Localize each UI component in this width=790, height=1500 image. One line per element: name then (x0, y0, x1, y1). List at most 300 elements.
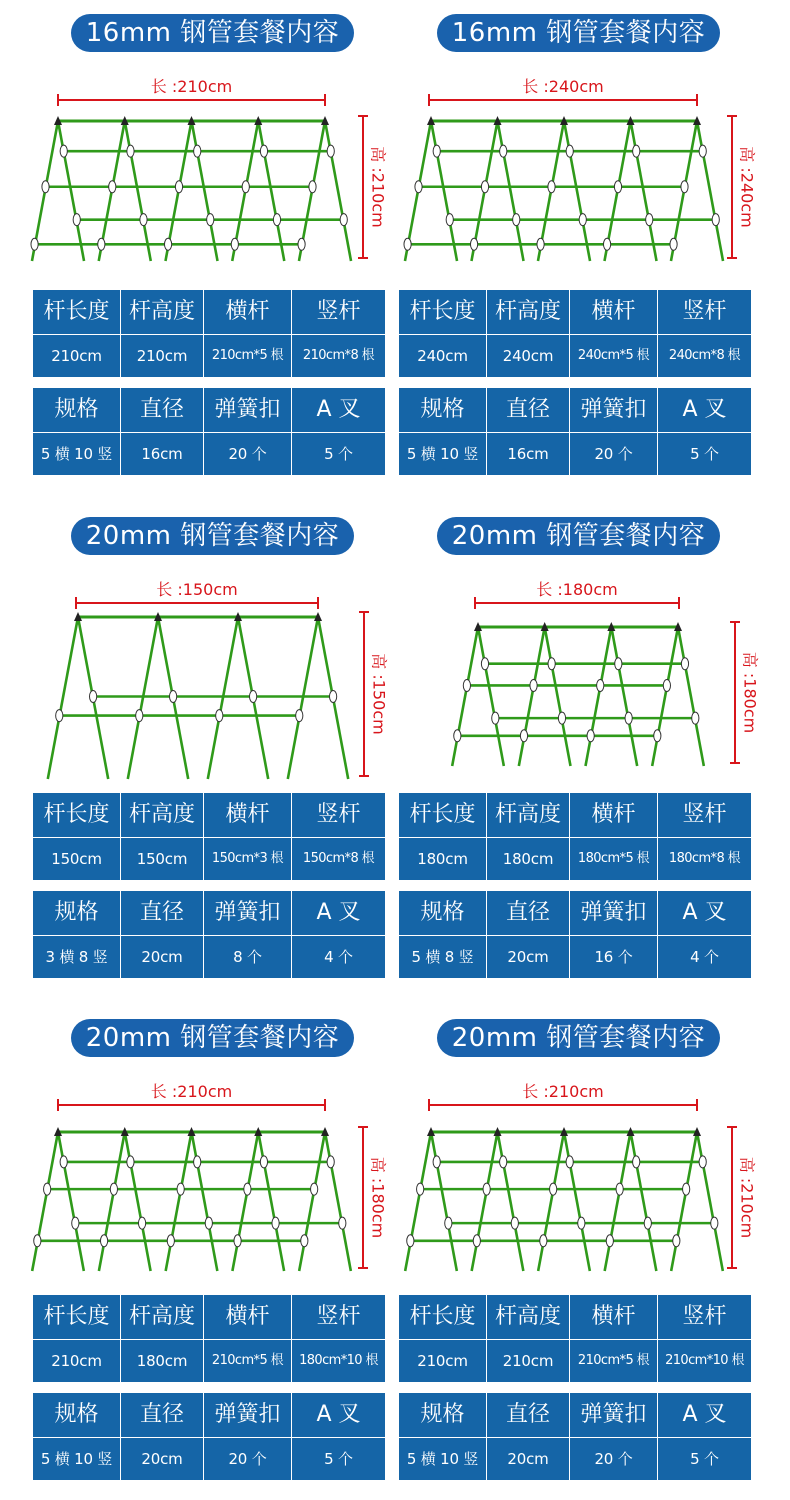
specs-table-dimensions (399, 793, 751, 880)
right-leg (697, 1132, 723, 1271)
specs-table-dimensions (399, 290, 751, 377)
right-leg (678, 627, 704, 766)
table-value-cell: 20 个 (204, 1438, 291, 1480)
table-value-cell: 150cm*8 根 (292, 838, 385, 880)
spring-clip (606, 1235, 613, 1247)
table-header-cell: 竖杆 (658, 1295, 751, 1339)
spring-clip (470, 238, 477, 250)
spring-clip (60, 1156, 67, 1168)
height-label: 高 :180cm (368, 1156, 388, 1239)
table-value-cell: 240cm (399, 335, 486, 377)
trellis-diagram (33, 561, 388, 771)
spring-clip (711, 1217, 718, 1229)
right-leg (611, 627, 637, 766)
table-header-cell: 杆长度 (33, 793, 120, 837)
spring-clip (644, 1217, 651, 1229)
trellis-frame (452, 622, 704, 766)
table-header-cell: A 叉 (292, 388, 385, 432)
spring-clip (463, 679, 470, 691)
table-value-cell: 180cm (487, 838, 569, 880)
spring-clip (681, 658, 688, 670)
spring-clip (692, 712, 699, 724)
table-header-cell: 直径 (121, 891, 203, 935)
table-value-cell: 210cm (399, 1340, 486, 1382)
table-header-cell: 规格 (399, 891, 486, 935)
table-value-cell: 4 个 (658, 936, 751, 978)
left-leg (99, 1132, 125, 1271)
table-header-cell: 竖杆 (292, 290, 385, 334)
package-panel (33, 0, 388, 480)
spring-clip (34, 1235, 41, 1247)
table-header-cell: 规格 (33, 388, 120, 432)
spring-clip (433, 145, 440, 157)
spring-clip (109, 181, 116, 193)
right-leg (631, 121, 657, 261)
spring-clip (558, 712, 565, 724)
table-value-cell: 5 个 (292, 1438, 385, 1480)
right-leg (498, 121, 524, 261)
spring-clip (578, 1217, 585, 1229)
specs-table-components (399, 388, 751, 475)
height-label: 高 :240cm (737, 146, 757, 228)
table-value-cell: 4 个 (292, 936, 385, 978)
height-dimension (730, 622, 760, 763)
spring-clip (242, 181, 249, 193)
right-leg (125, 121, 151, 261)
spring-clip (138, 1217, 145, 1229)
table-header-cell: A 叉 (658, 1393, 751, 1437)
right-leg (258, 1132, 284, 1271)
table-header-cell: 横杆 (204, 1295, 291, 1339)
spring-clip (260, 145, 267, 157)
length-label: 长 :210cm (522, 1082, 604, 1101)
spring-clip (42, 181, 49, 193)
table-header-cell: 杆长度 (399, 290, 486, 334)
spring-clip (615, 658, 622, 670)
spring-clip (473, 1235, 480, 1247)
table-header-cell: 杆长度 (33, 1295, 120, 1339)
right-leg (58, 121, 84, 261)
table-value-cell: 150cm*3 根 (204, 838, 291, 880)
length-label: 长 :240cm (522, 77, 604, 96)
table-value-cell: 240cm*8 根 (658, 335, 751, 377)
table-header-cell: 规格 (399, 388, 486, 432)
spring-clip (633, 1156, 640, 1168)
left-leg (405, 1132, 431, 1271)
table-value-cell: 20 个 (570, 433, 657, 475)
spring-clip (110, 1183, 117, 1195)
spring-clip (234, 1235, 241, 1247)
height-dimension (358, 1127, 388, 1268)
left-leg (288, 617, 318, 779)
height-label: 高 :150cm (369, 653, 389, 735)
table-value-cell: 210cm (33, 335, 120, 377)
spring-clip (520, 730, 527, 742)
spring-clip (231, 238, 238, 250)
right-leg (431, 121, 457, 261)
table-value-cell: 180cm*10 根 (292, 1340, 385, 1382)
table-header-cell: 杆高度 (121, 793, 203, 837)
spring-clip (194, 1156, 201, 1168)
length-dimension (76, 580, 318, 609)
table-value-cell: 180cm*5 根 (570, 838, 657, 880)
spring-clip (548, 181, 555, 193)
spring-clip (530, 679, 537, 691)
table-header-cell: 直径 (121, 1393, 203, 1437)
specs-table-dimensions (33, 1295, 385, 1382)
trellis-frame (48, 612, 348, 779)
table-header-cell: 弹簧扣 (204, 891, 291, 935)
table-value-cell: 210cm (487, 1340, 569, 1382)
spring-clip (614, 181, 621, 193)
spring-clip (170, 691, 177, 703)
left-leg (472, 1132, 498, 1271)
left-leg (48, 617, 78, 779)
table-header-cell: 直径 (121, 388, 203, 432)
specs-table-dimensions (399, 1295, 751, 1382)
right-leg (478, 627, 504, 766)
right-leg (697, 121, 723, 261)
table-value-cell: 5 个 (292, 433, 385, 475)
right-leg (631, 1132, 657, 1271)
table-value-cell: 5 个 (658, 1438, 751, 1480)
height-dimension (358, 116, 388, 258)
table-header-cell: A 叉 (292, 891, 385, 935)
table-header-cell: 规格 (399, 1393, 486, 1437)
spring-clip (244, 1183, 251, 1195)
specs-table-components (33, 891, 385, 978)
table-header-cell: 杆高度 (121, 290, 203, 334)
table-header-cell: 横杆 (570, 290, 657, 334)
left-leg (299, 1132, 325, 1271)
table-value-cell: 210cm*10 根 (658, 1340, 751, 1382)
right-leg (431, 1132, 457, 1271)
spring-clip (216, 710, 223, 722)
package-panel (33, 503, 388, 983)
spring-clip (296, 710, 303, 722)
length-dimension (429, 77, 697, 106)
table-value-cell: 210cm*5 根 (204, 335, 291, 377)
table-header-cell: 杆高度 (487, 290, 569, 334)
table-header-cell: 竖杆 (292, 1295, 385, 1339)
height-label: 高 :180cm (740, 651, 760, 734)
spring-clip (330, 691, 337, 703)
table-value-cell: 180cm*8 根 (658, 838, 751, 880)
spring-clip (500, 1156, 507, 1168)
table-value-cell: 5 横 8 竖 (399, 936, 486, 978)
spring-clip (415, 181, 422, 193)
table-value-cell: 5 横 10 竖 (33, 1438, 120, 1480)
table-header-cell: 竖杆 (658, 290, 751, 334)
spring-clip (712, 214, 719, 226)
spring-clip (98, 238, 105, 250)
table-header-cell: A 叉 (658, 891, 751, 935)
table-header-cell: 规格 (33, 891, 120, 935)
spring-clip (44, 1183, 51, 1195)
package-title: 20mm 钢管套餐内容 (71, 517, 354, 555)
left-leg (166, 1132, 192, 1271)
trellis-diagram (399, 58, 757, 268)
spring-clip (72, 1217, 79, 1229)
spring-clip (273, 214, 280, 226)
length-dimension (58, 1082, 325, 1111)
right-leg (125, 1132, 151, 1271)
trellis-diagram (33, 1063, 388, 1273)
spring-clip (699, 145, 706, 157)
table-header-cell: 弹簧扣 (204, 388, 291, 432)
spring-clip (481, 658, 488, 670)
spring-clip (492, 712, 499, 724)
left-leg (605, 1132, 631, 1271)
package-title: 16mm 钢管套餐内容 (437, 14, 720, 52)
right-leg (58, 1132, 84, 1271)
table-value-cell: 240cm (487, 335, 569, 377)
table-value-cell: 210cm*8 根 (292, 335, 385, 377)
spring-clip (681, 181, 688, 193)
spring-clip (500, 145, 507, 157)
package-panel (399, 0, 757, 480)
spring-clip (194, 145, 201, 157)
height-label: 高 :210cm (737, 1156, 757, 1239)
trellis-frame (405, 1127, 723, 1271)
height-label: 高 :210cm (368, 146, 388, 228)
table-header-cell: 杆高度 (487, 1295, 569, 1339)
spring-clip (404, 238, 411, 250)
table-header-cell: 横杆 (570, 793, 657, 837)
spring-clip (140, 214, 147, 226)
spring-clip (205, 1217, 212, 1229)
left-leg (652, 627, 678, 766)
spring-clip (207, 214, 214, 226)
spring-clip (483, 1183, 490, 1195)
spring-clip (73, 214, 80, 226)
spring-clip (673, 1235, 680, 1247)
table-value-cell: 16 个 (570, 936, 657, 978)
spring-clip (511, 1217, 518, 1229)
right-leg (258, 121, 284, 261)
table-value-cell: 150cm (33, 838, 120, 880)
table-value-cell: 5 横 10 竖 (399, 1438, 486, 1480)
table-header-cell: 弹簧扣 (570, 1393, 657, 1437)
spring-clip (177, 1183, 184, 1195)
right-leg (498, 1132, 524, 1271)
right-leg (325, 1132, 351, 1271)
spring-clip (445, 1217, 452, 1229)
spring-clip (60, 145, 67, 157)
table-header-cell: 横杆 (204, 793, 291, 837)
table-value-cell: 210cm (121, 335, 203, 377)
spring-clip (272, 1217, 279, 1229)
spring-clip (31, 238, 38, 250)
length-dimension (475, 580, 679, 609)
table-header-cell: 规格 (33, 1393, 120, 1437)
spring-clip (670, 238, 677, 250)
specs-table-dimensions (33, 290, 385, 377)
spring-clip (339, 1217, 346, 1229)
table-header-cell: 杆长度 (33, 290, 120, 334)
package-title: 20mm 钢管套餐内容 (437, 517, 720, 555)
table-value-cell: 240cm*5 根 (570, 335, 657, 377)
length-label: 长 :210cm (150, 1082, 233, 1101)
table-value-cell: 5 横 10 竖 (399, 433, 486, 475)
spring-clip (579, 214, 586, 226)
table-value-cell: 16cm (121, 433, 203, 475)
table-header-cell: 杆高度 (121, 1295, 203, 1339)
spring-clip (654, 730, 661, 742)
left-leg (208, 617, 238, 779)
spring-clip (250, 691, 257, 703)
table-header-cell: A 叉 (292, 1393, 385, 1437)
spring-clip (56, 710, 63, 722)
package-panel (399, 503, 760, 983)
left-leg (232, 1132, 258, 1271)
table-header-cell: A 叉 (658, 388, 751, 432)
table-header-cell: 直径 (487, 388, 569, 432)
right-leg (564, 121, 590, 261)
right-leg (325, 121, 351, 261)
table-value-cell: 150cm (121, 838, 203, 880)
spring-clip (127, 145, 134, 157)
spring-clip (311, 1183, 318, 1195)
spring-clip (301, 1235, 308, 1247)
table-value-cell: 3 横 8 竖 (33, 936, 120, 978)
package-title: 20mm 钢管套餐内容 (437, 1019, 720, 1057)
specs-table-components (33, 1393, 385, 1480)
table-header-cell: 横杆 (204, 290, 291, 334)
spring-clip (127, 1156, 134, 1168)
spring-clip (633, 145, 640, 157)
left-leg (452, 627, 478, 766)
table-value-cell: 20cm (487, 1438, 569, 1480)
left-leg (538, 1132, 564, 1271)
spring-clip (537, 238, 544, 250)
spring-clip (175, 181, 182, 193)
table-value-cell: 20cm (487, 936, 569, 978)
table-header-cell: 杆长度 (399, 1295, 486, 1339)
length-dimension (429, 1082, 697, 1111)
length-label: 长 :180cm (536, 580, 618, 599)
length-label: 长 :210cm (150, 77, 233, 96)
spring-clip (699, 1156, 706, 1168)
spring-clip (566, 1156, 573, 1168)
spring-clip (417, 1183, 424, 1195)
table-header-cell: 竖杆 (292, 793, 385, 837)
spring-clip (683, 1183, 690, 1195)
spring-clip (100, 1235, 107, 1247)
spring-clip (327, 1156, 334, 1168)
right-leg (192, 1132, 218, 1271)
specs-table-components (399, 1393, 751, 1480)
right-leg (564, 1132, 590, 1271)
table-value-cell: 20cm (121, 936, 203, 978)
spring-clip (587, 730, 594, 742)
spring-clip (548, 658, 555, 670)
specs-table-dimensions (33, 793, 385, 880)
left-leg (585, 627, 611, 766)
height-dimension (359, 612, 389, 776)
table-header-cell: 杆高度 (487, 793, 569, 837)
spring-clip (298, 238, 305, 250)
table-value-cell: 16cm (487, 433, 569, 475)
right-leg (192, 121, 218, 261)
trellis-frame (32, 1127, 351, 1271)
table-header-cell: 直径 (487, 1393, 569, 1437)
length-dimension (58, 77, 325, 106)
table-header-cell: 杆长度 (399, 793, 486, 837)
spring-clip (260, 1156, 267, 1168)
trellis-frame (404, 116, 723, 261)
spring-clip (454, 730, 461, 742)
spring-clip (616, 1183, 623, 1195)
trellis-frame (31, 116, 351, 261)
table-value-cell: 210cm*5 根 (570, 1340, 657, 1382)
table-value-cell: 180cm (399, 838, 486, 880)
spring-clip (481, 181, 488, 193)
spring-clip (90, 691, 97, 703)
spring-clip (646, 214, 653, 226)
left-leg (128, 617, 158, 779)
spring-clip (566, 145, 573, 157)
left-leg (32, 1132, 58, 1271)
length-label: 长 :150cm (156, 580, 238, 599)
spring-clip (136, 710, 143, 722)
table-header-cell: 竖杆 (658, 793, 751, 837)
table-header-cell: 弹簧扣 (570, 891, 657, 935)
table-value-cell: 5 个 (658, 433, 751, 475)
spring-clip (433, 1156, 440, 1168)
trellis-diagram (33, 58, 388, 268)
spring-clip (597, 679, 604, 691)
spring-clip (663, 679, 670, 691)
package-panel (33, 1005, 388, 1485)
table-value-cell: 20cm (121, 1438, 203, 1480)
spring-clip (327, 145, 334, 157)
table-value-cell: 20 个 (204, 433, 291, 475)
table-value-cell: 20 个 (570, 1438, 657, 1480)
spring-clip (550, 1183, 557, 1195)
package-title: 16mm 钢管套餐内容 (71, 14, 354, 52)
left-leg (671, 1132, 697, 1271)
spring-clip (407, 1235, 414, 1247)
specs-table-components (33, 388, 385, 475)
spring-clip (625, 712, 632, 724)
table-header-cell: 弹簧扣 (204, 1393, 291, 1437)
spring-clip (167, 1235, 174, 1247)
right-leg (545, 627, 571, 766)
table-value-cell: 210cm*5 根 (204, 1340, 291, 1382)
specs-table-components (399, 891, 751, 978)
trellis-diagram (399, 1063, 757, 1273)
table-value-cell: 8 个 (204, 936, 291, 978)
table-header-cell: 横杆 (570, 1295, 657, 1339)
left-leg (519, 627, 545, 766)
spring-clip (309, 181, 316, 193)
spring-clip (513, 214, 520, 226)
spring-clip (446, 214, 453, 226)
table-value-cell: 5 横 10 竖 (33, 433, 120, 475)
table-header-cell: 直径 (487, 891, 569, 935)
table-value-cell: 180cm (121, 1340, 203, 1382)
height-dimension (727, 116, 757, 258)
spring-clip (540, 1235, 547, 1247)
package-panel (399, 1005, 757, 1485)
trellis-diagram (399, 561, 760, 771)
table-value-cell: 210cm (33, 1340, 120, 1382)
spring-clip (340, 214, 347, 226)
package-title: 20mm 钢管套餐内容 (71, 1019, 354, 1057)
spring-clip (603, 238, 610, 250)
height-dimension (727, 1127, 757, 1268)
